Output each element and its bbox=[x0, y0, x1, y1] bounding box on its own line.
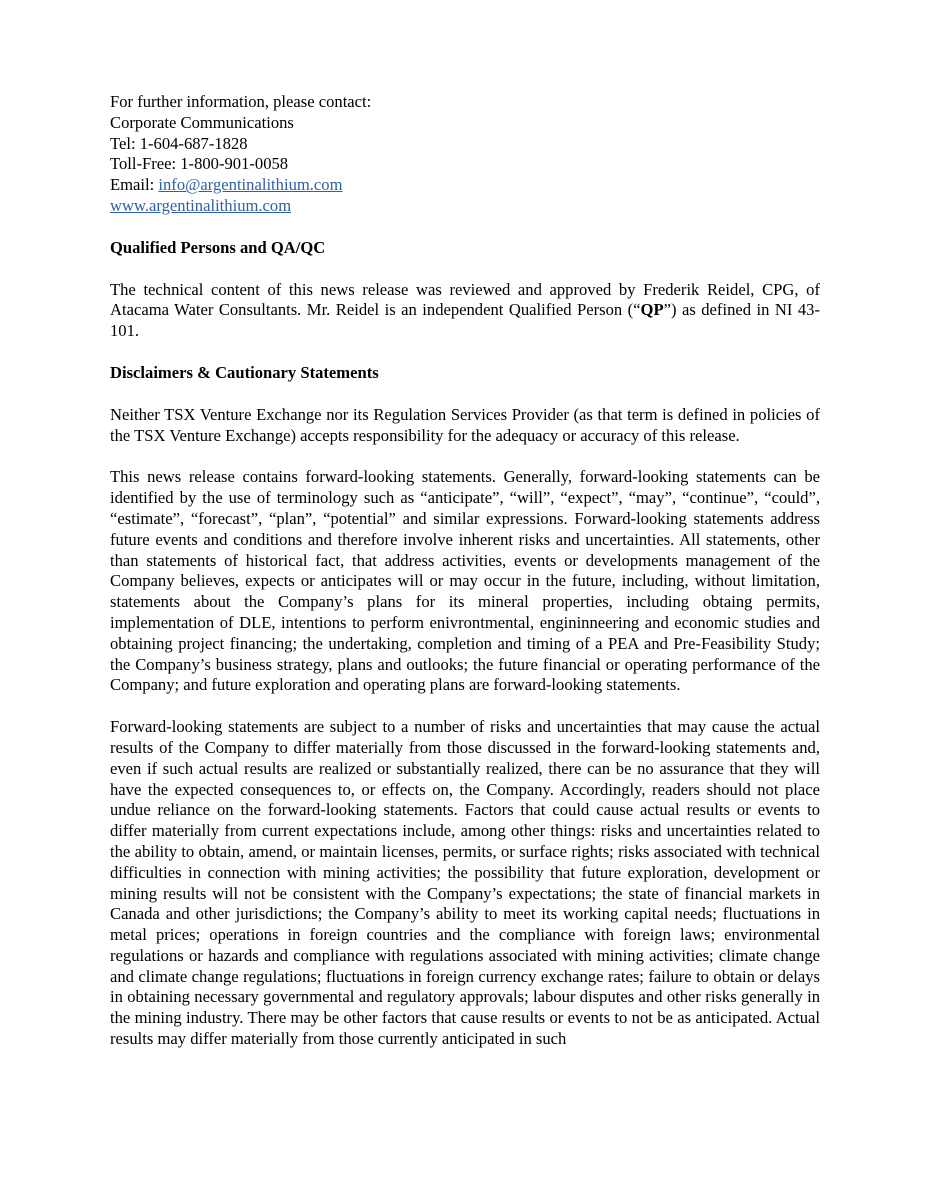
disclaimer-paragraph-1: Neither TSX Venture Exchange nor its Regulation Services Provider (as that term is defined in policies of the TSX Venture Exchange) accepts responsibility for the adequacy or accuracy of this release. bbox=[110, 404, 820, 445]
email-link[interactable]: info@argentinalithium.com bbox=[158, 175, 343, 195]
contact-intro: For further information, please contact: bbox=[110, 92, 372, 111]
contact-email-line bbox=[110, 175, 820, 196]
spacer bbox=[110, 446, 820, 467]
spacer bbox=[110, 384, 820, 405]
disclaimer-heading: Disclaimers & Cautionary Statements bbox=[110, 362, 379, 382]
qp-paragraph bbox=[110, 280, 820, 342]
qp-abbreviation: QP bbox=[640, 300, 664, 320]
qp-heading: Qualified Persons and QA/QC bbox=[110, 237, 326, 257]
spacer bbox=[110, 217, 820, 238]
qp-body-end: ”) as defined in NI 43-101. bbox=[110, 300, 820, 341]
contact-tel: Tel: 1-604-687-1828 bbox=[110, 133, 248, 153]
contact-block bbox=[110, 92, 820, 217]
document-page bbox=[110, 92, 820, 1050]
spacer bbox=[110, 342, 820, 363]
disclaimer-paragraph-3: Forward-looking statements are subject to a number of risks and uncertainties that may cause the actual results of the Company to differ materially from those discussed in the forward-looking statements and, even if such actual results are realized or substantially realized, there can be no assurance that they will have the expected consequences to, or effects on, the Company. Accordingly, readers should not place undue reliance on the forward-looking statements. Factors that could cause actual results or events to differ materially from current expectations include, among other things: risks and uncertainties related to the ability to obtain, amend, or maintain licenses, permits, or surface rights; risks associated with technical difficulties in connection with mining activities; the possibility that future exploration, development or mining results will not be consistent with the Company’s expectations; the state of financial markets in Canada and other jurisdictions; the Company’s ability to meet its working capital needs; fluctuations in metal prices; operations in foreign countries and the compliance with foreign laws; environmental regulations or hazards and compliance with regulations associated with mining activities; climate change and climate change regulations; fluctuations in foreign currency exchange rates; failure to obtain or delays in obtaining necessary governmental and regulatory approvals; labour disputes and other risks generally in the mining industry. There may be other factors that cause results or events to not be as anticipated. Actual results may differ materially from those currently anticipated in such bbox=[110, 717, 820, 1049]
contact-department: Corporate Communications bbox=[110, 112, 294, 132]
spacer bbox=[110, 259, 820, 280]
disclaimer-paragraph-2: This news release contains forward-looking statements. Generally, forward-looking statements can be identified by the use of terminology such as “anticipate”, “will”, “expect”, “may”, “continue”, “could”, “estimate”, “forecast”, “plan”, “potential” and similar expressions. Forward-looking statements address future events and conditions and therefore involve inherent risks and uncertainties. All statements, other than statements of historical fact, that address activities, events or developments management of the Company believes, expects or anticipates will or may occur in the future, including, without limitation, statements about the Company’s plans for its mineral properties, including obtaing permits, implementation of DLE, intentions to perform enivrontmental, engininneering and economic studies and obtaining project financing; the undertaking, completion and timing of a PEA and Pre-Feasibility Study; the Company’s business strategy, plans and outlooks; the future financial or operating performance of the Company; and future exploration and operating plans are forward-looking statements. bbox=[110, 467, 820, 695]
spacer bbox=[110, 696, 820, 717]
qp-body-start: The technical content of this news release was reviewed and approved by Frederik Reidel, CPG, of Atacama Water Consultants. Mr. Reidel is an independent Qualified Person (“ bbox=[110, 279, 820, 320]
contact-tollfree: Toll-Free: 1-800-901-0058 bbox=[110, 154, 289, 174]
email-label: Email: bbox=[110, 175, 159, 195]
contact-website-line bbox=[110, 196, 820, 217]
website-link[interactable]: www.argentinalithium.com bbox=[110, 195, 292, 215]
